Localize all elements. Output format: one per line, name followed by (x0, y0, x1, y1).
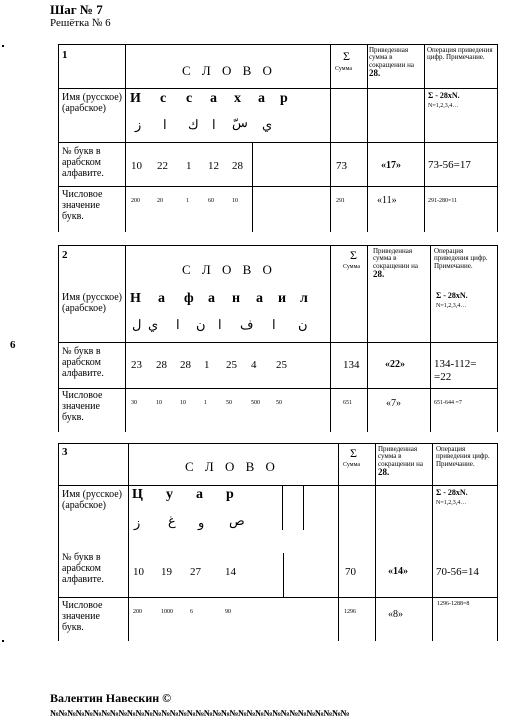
letter-value: 50 (276, 400, 282, 406)
arabic-letter: ي (148, 317, 159, 332)
reduced-count: «22» (385, 359, 405, 370)
russian-letter: Ц (132, 487, 143, 502)
russian-letter: Н (130, 291, 141, 306)
sum-count: 134 (343, 359, 360, 371)
russian-letter: а (158, 291, 165, 306)
reduced-value: «8» (388, 609, 403, 620)
russian-letter: с (160, 91, 167, 106)
arabic-letter: ا (176, 317, 180, 332)
arabic-letter: ل (132, 317, 142, 332)
count-value: 1 (186, 160, 192, 172)
arabic-letter: ص (229, 513, 245, 528)
n-list: N=1,2,3,4… (428, 103, 459, 109)
page-title: Шаг № 7 (50, 2, 103, 17)
count-value: 27 (190, 566, 201, 578)
letter-value: 10 (232, 198, 238, 204)
sigma-symbol: Σ (350, 248, 357, 262)
row-label-count: № букв в арабском алфавите. (62, 146, 104, 179)
op-value: 1296-1288=8 (437, 601, 470, 607)
sum-count: 70 (345, 566, 356, 578)
reduced-count: «14» (388, 566, 408, 577)
letter-value: 6 (190, 609, 193, 615)
russian-letter: с (186, 91, 193, 106)
sum-value: 291 (336, 198, 345, 204)
count-value: 25 (276, 359, 287, 371)
row-label-value: Числовое значение букв. (62, 390, 103, 423)
reduced-value: «11» (377, 195, 397, 206)
row-label-value: Числовое значение букв. (62, 189, 103, 222)
ops-label: Операция приведения цифр. Примечание. (436, 445, 490, 468)
reduced-label: Приведенная сумма в сокращении на 28. (378, 445, 423, 478)
reduced-value: «7» (386, 398, 401, 409)
count-value: 19 (161, 566, 172, 578)
op-value: 291-280=11 (428, 198, 458, 204)
count-value: 1 (204, 359, 210, 371)
word-header: С Л О В О (182, 262, 276, 277)
russian-letter: а (196, 487, 203, 502)
count-value: 28 (180, 359, 191, 371)
margin-dot (2, 45, 4, 47)
count-value: 14 (225, 566, 236, 578)
op-value: 651-644 =7 (434, 400, 462, 406)
ops-label: Операция приведения цифр. Примечание. (434, 247, 488, 270)
count-value: 25 (226, 359, 237, 371)
count-value: 28 (156, 359, 167, 371)
russian-letter: а (210, 91, 217, 106)
arabic-letter: و (198, 515, 205, 530)
table-number: 3 (62, 446, 68, 458)
russian-letter: н (232, 291, 241, 306)
reduced-count: «17» (381, 160, 401, 171)
russian-letter: ф (184, 291, 194, 306)
russian-letter: х (234, 91, 241, 106)
page-subtitle: Решётка № 6 (50, 17, 111, 29)
op-count: 134-112= =22 (434, 358, 477, 383)
sum-label: Сумма (343, 462, 360, 468)
arabic-letter: ز (134, 515, 141, 530)
row-label-name: Имя (русское) (арабское) (62, 92, 122, 114)
letter-value: 30 (131, 400, 137, 406)
sigma-symbol: Σ (350, 446, 357, 460)
formula: Σ - 28xN. (436, 291, 468, 300)
letter-value: 10 (156, 400, 162, 406)
word-header: С Л О В О (185, 459, 279, 474)
arabic-letter: ا (163, 117, 167, 132)
count-value: 12 (208, 160, 219, 172)
russian-letter: у (166, 487, 173, 502)
reduced-label: Приведенная сумма в сокращении на 28. (369, 46, 414, 79)
letter-value: 200 (133, 609, 142, 615)
sum-value: 651 (343, 400, 352, 406)
arabic-letter: ز (135, 117, 142, 132)
letter-value: 200 (131, 198, 140, 204)
count-value: 10 (131, 160, 142, 172)
count-value: 28 (232, 160, 243, 172)
arabic-letter: ا (212, 117, 216, 132)
letter-value: 1 (204, 400, 207, 406)
ops-label: Операция приведения цифр. Примечание. (427, 46, 493, 62)
arabic-letter: ف (240, 317, 254, 332)
row-label-name: Имя (русское) (арабское) (62, 292, 122, 314)
arabic-letter: ا (218, 317, 222, 332)
sum-label: Сумма (343, 264, 360, 270)
row-label-count: № букв в арабском алфавите. (62, 552, 104, 585)
count-value: 4 (251, 359, 257, 371)
russian-letter: и (278, 291, 287, 306)
arabic-letter: سّ (232, 115, 248, 130)
russian-letter: а (256, 291, 263, 306)
row-label-value: Числовое значение букв. (62, 600, 103, 633)
sigma-symbol: Σ (343, 49, 350, 63)
reduced-label: Приведенная сумма в сокращении на 28. (373, 247, 418, 280)
count-value: 22 (157, 160, 168, 172)
op-count: 73-56=17 (428, 159, 471, 171)
letter-value: 10 (180, 400, 186, 406)
sum-count: 73 (336, 160, 347, 172)
letter-value: 50 (226, 400, 232, 406)
row-label-name: Имя (русское) (арабское) (62, 489, 122, 511)
formula: Σ - 28xN. (428, 91, 460, 100)
word-header: С Л О В О (182, 63, 276, 78)
russian-letter: р (226, 487, 234, 502)
table-number: 2 (62, 249, 68, 261)
count-value: 23 (131, 359, 142, 371)
russian-letter: И (130, 91, 141, 106)
sum-label: Сумма (335, 66, 352, 72)
arabic-letter: ا (272, 317, 276, 332)
formula: Σ - 28xN. (436, 488, 468, 497)
letter-value: 20 (157, 198, 163, 204)
russian-letter: а (208, 291, 215, 306)
russian-letter: л (300, 291, 308, 306)
letter-value: 500 (251, 400, 260, 406)
row-label-count: № букв в арабском алфавите. (62, 346, 104, 379)
arabic-letter: ن (298, 317, 308, 332)
margin-dot (2, 640, 4, 642)
n-list: N=1,2,3,4… (436, 500, 467, 506)
count-value: 10 (133, 566, 144, 578)
russian-letter: р (280, 91, 288, 106)
letter-value: 60 (208, 198, 214, 204)
side-number: 6 (10, 339, 16, 351)
letter-value: 1 (186, 198, 189, 204)
arabic-letter: غ (168, 513, 176, 528)
sum-value: 1296 (344, 609, 356, 615)
arabic-letter: ن (196, 317, 206, 332)
letter-value: 90 (225, 609, 231, 615)
n-list: N=1,2,3,4… (436, 303, 467, 309)
arabic-letter: ك (188, 117, 199, 132)
author-credit: Валентин Навескин © (50, 691, 172, 705)
footer-pattern: №№№№№№№№№№№№№№№№№№№№№№№№№№№№№№№№№№№ (50, 708, 350, 718)
op-count: 70-56=14 (436, 566, 479, 578)
letter-value: 1000 (161, 609, 173, 615)
arabic-letter: ي (262, 117, 273, 132)
russian-letter: а (258, 91, 265, 106)
table-number: 1 (62, 49, 68, 61)
